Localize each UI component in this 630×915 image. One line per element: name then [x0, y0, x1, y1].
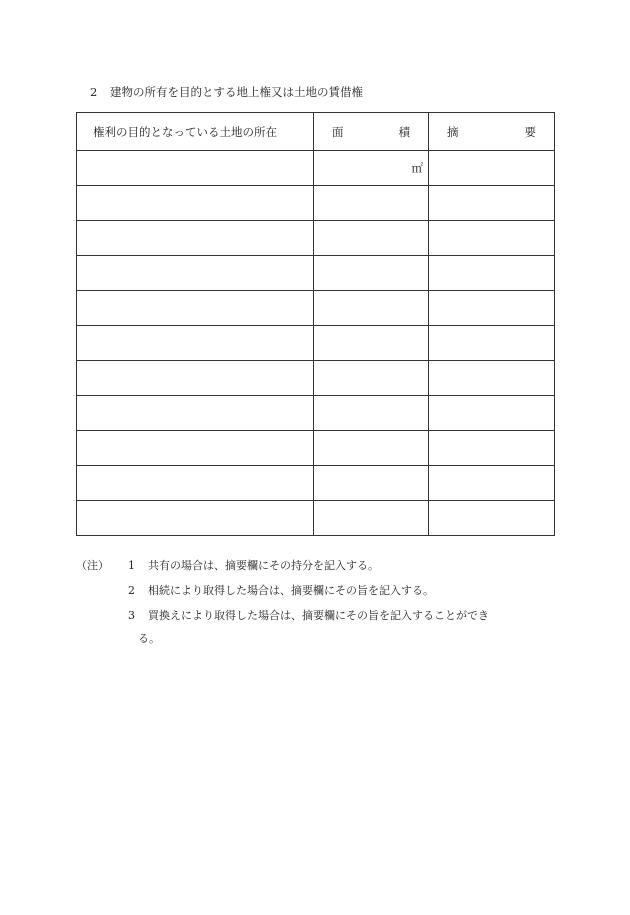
remarks-cell[interactable]	[429, 326, 555, 361]
remarks-cell[interactable]	[429, 501, 555, 536]
note-number: 2	[128, 584, 135, 597]
area-unit: ㎡	[411, 161, 423, 175]
area-cell[interactable]	[314, 396, 429, 431]
header-location: 権利の目的となっている土地の所在	[77, 113, 314, 151]
area-cell[interactable]	[314, 361, 429, 396]
table-row	[77, 256, 555, 291]
note-text: 相続により取得した場合は、摘要欄にその旨を記入する。	[148, 584, 434, 597]
note-text: 買換えにより取得した場合は、摘要欄にその旨を記入することができ	[148, 609, 489, 622]
table-row	[77, 396, 555, 431]
section-title-text: 建物の所有を目的とする地上権又は土地の賃借権	[110, 85, 363, 99]
area-cell[interactable]	[314, 466, 429, 501]
table-row	[77, 151, 555, 186]
table-row	[77, 501, 555, 536]
remarks-cell[interactable]	[429, 466, 555, 501]
table-row	[77, 221, 555, 256]
table-row	[77, 431, 555, 466]
table-row	[77, 326, 555, 361]
note-item-2	[76, 578, 576, 603]
location-cell[interactable]	[77, 326, 314, 361]
remarks-cell[interactable]	[429, 396, 555, 431]
area-cell[interactable]	[314, 256, 429, 291]
area-cell[interactable]	[314, 431, 429, 466]
header-remarks-char-2: 要	[524, 124, 536, 139]
header-area-char-2: 積	[398, 124, 410, 139]
location-cell[interactable]	[77, 396, 314, 431]
location-cell[interactable]	[77, 186, 314, 221]
location-cell[interactable]	[77, 431, 314, 466]
section-number: 2	[90, 85, 98, 99]
location-cell[interactable]	[77, 466, 314, 501]
remarks-cell[interactable]	[429, 256, 555, 291]
header-remarks-char-1: 摘	[447, 124, 459, 139]
note-continuation: る。	[138, 632, 160, 645]
area-cell[interactable]	[314, 291, 429, 326]
section-title	[90, 84, 363, 100]
note-text: 共有の場合は、摘要欄にその持分を記入する。	[148, 559, 379, 572]
remarks-cell[interactable]	[429, 431, 555, 466]
area-cell[interactable]	[314, 151, 429, 186]
remarks-cell[interactable]	[429, 291, 555, 326]
note-item-1	[76, 553, 576, 578]
area-cell[interactable]	[314, 501, 429, 536]
location-cell[interactable]	[77, 291, 314, 326]
table-row	[77, 186, 555, 221]
notes	[76, 553, 576, 651]
location-cell[interactable]	[77, 256, 314, 291]
remarks-cell[interactable]	[429, 221, 555, 256]
rights-table	[76, 112, 555, 536]
table-row	[77, 291, 555, 326]
location-cell[interactable]	[77, 151, 314, 186]
remarks-cell[interactable]	[429, 186, 555, 221]
note-number: 3	[128, 609, 135, 622]
area-cell[interactable]	[314, 186, 429, 221]
note-item-3	[76, 603, 576, 628]
remarks-cell[interactable]	[429, 151, 555, 186]
table-row	[77, 466, 555, 501]
location-cell[interactable]	[77, 501, 314, 536]
notes-prefix: （注）	[76, 559, 109, 572]
location-cell[interactable]	[77, 221, 314, 256]
remarks-cell[interactable]	[429, 361, 555, 396]
note-number: 1	[128, 559, 135, 572]
location-cell[interactable]	[77, 361, 314, 396]
header-remarks	[429, 113, 555, 151]
header-area	[314, 113, 429, 151]
header-area-char-1: 面	[332, 124, 344, 139]
area-cell[interactable]	[314, 326, 429, 361]
table-header-row	[77, 113, 555, 151]
table-row	[77, 361, 555, 396]
area-cell[interactable]	[314, 221, 429, 256]
